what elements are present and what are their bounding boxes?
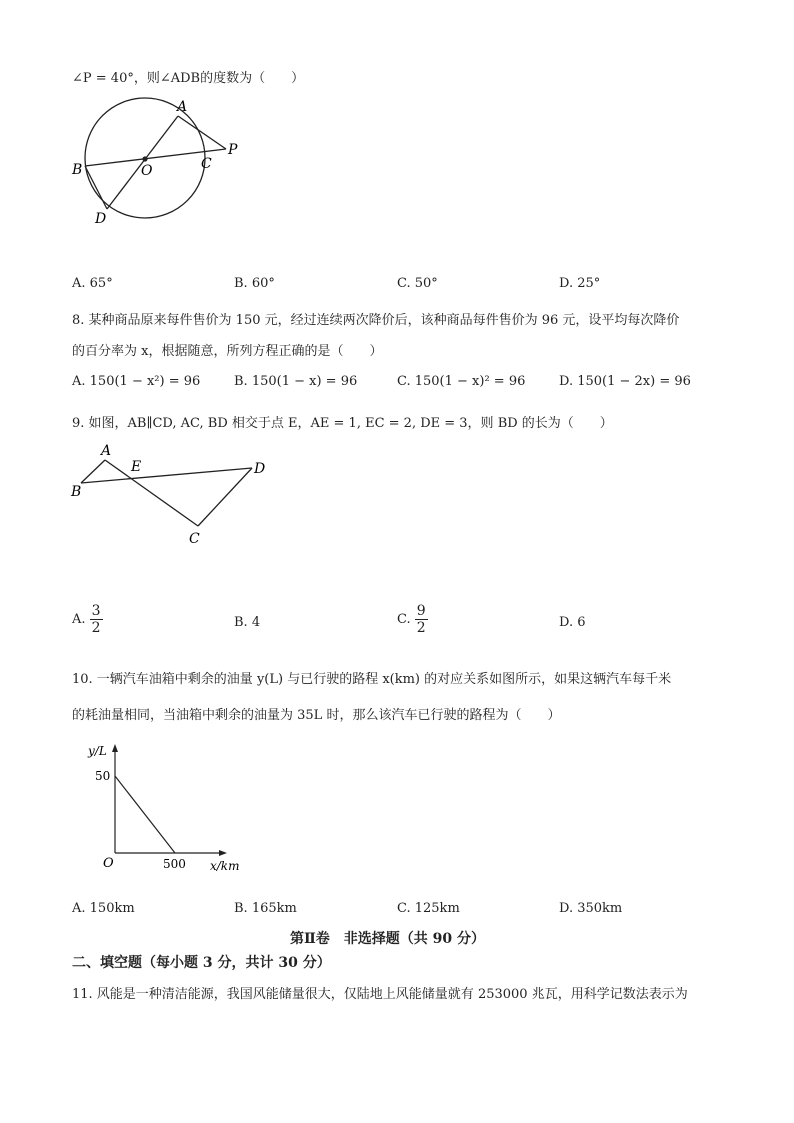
q9-option-c: C. $\frac{9}{2}$	[397, 603, 426, 637]
label-O: O	[141, 163, 153, 179]
q9-option-a-fraction: $\frac{3}{2}$	[91, 603, 101, 637]
q8-stem-line2: 的百分率为 x，根据随意，所列方程正确的是（ ）	[72, 344, 383, 359]
q8-stem-line1: 8. 某种商品原来每件售价为 150 元，经过连续两次降价后，该种商品每件售价为 96 元，设平均每次降价	[72, 313, 680, 328]
q8-option-a: A. 150(1 − x²) = 96	[72, 374, 201, 389]
label-B: B	[71, 484, 82, 500]
y-axis-label: y/L	[88, 744, 107, 758]
x-axis-label: x/km	[210, 859, 240, 873]
label-C: C	[201, 156, 212, 172]
label-E: E	[131, 459, 142, 475]
label-A: A	[101, 443, 112, 459]
q9-option-a: A. $\frac{3}{2}$	[72, 603, 101, 637]
volume-title: 第Ⅱ卷 非选择题（共 90 分）	[290, 931, 486, 947]
origin-label: O	[103, 856, 114, 871]
label-C: C	[189, 531, 200, 547]
x-tick-500: 500	[163, 857, 186, 871]
q10-stem-line2: 的耗油量相同，当油箱中剩余的油量为 35L 时，那么该汽车已行驶的路程为（ ）	[72, 708, 561, 723]
label-A: A	[177, 99, 188, 115]
q9-option-c-fraction: $\frac{9}{2}$	[416, 603, 426, 637]
q8-option-c: C. 150(1 − x)² = 96	[397, 374, 526, 389]
q11-stem: 11. 风能是一种清洁能源，我国风能储量很大，仅陆地上风能储量就有 253000 兆瓦，用科学记数法表示为	[72, 987, 688, 1002]
q8-option-b: B. 150(1 − x) = 96	[234, 374, 358, 389]
q10-fuel-graph	[82, 740, 252, 880]
part-title: 二、填空题（每小题 3 分，共计 30 分）	[72, 955, 331, 971]
q10-option-b: B. 165km	[234, 901, 297, 916]
label-D: D	[95, 211, 107, 227]
q9-triangle-figure	[68, 440, 278, 550]
y-tick-50: 50	[95, 769, 111, 783]
q9-option-d: D. 6	[559, 615, 586, 630]
q7-circle-figure	[60, 95, 260, 235]
label-D: D	[254, 461, 266, 477]
q10-stem-line1: 10. 一辆汽车油箱中剩余的油量 y(L) 与已行驶的路程 x(km) 的对应关系如图所示，如果这辆汽车每千米	[72, 672, 672, 687]
q10-option-d: D. 350km	[559, 901, 623, 916]
label-P: P	[228, 142, 238, 158]
q8-option-d: D. 150(1 − 2x) = 96	[559, 374, 691, 389]
q9-option-b: B. 4	[234, 615, 261, 630]
q9-stem: 9. 如图，AB∥CD, AC, BD 相交于点 E，AE = 1, EC = 2, DE = 3，则 BD 的长为（ ）	[72, 416, 613, 431]
q7-option-d: D. 25°	[559, 276, 601, 291]
q7-option-a: A. 65°	[72, 276, 113, 291]
q7-option-b: B. 60°	[234, 276, 275, 291]
q7-stem: ∠P = 40°，则∠ADB的度数为（ ）	[72, 71, 305, 86]
label-B: B	[72, 162, 83, 178]
q10-option-a: A. 150km	[72, 901, 135, 916]
q7-option-c: C. 50°	[397, 276, 438, 291]
q10-option-c: C. 125km	[397, 901, 460, 916]
